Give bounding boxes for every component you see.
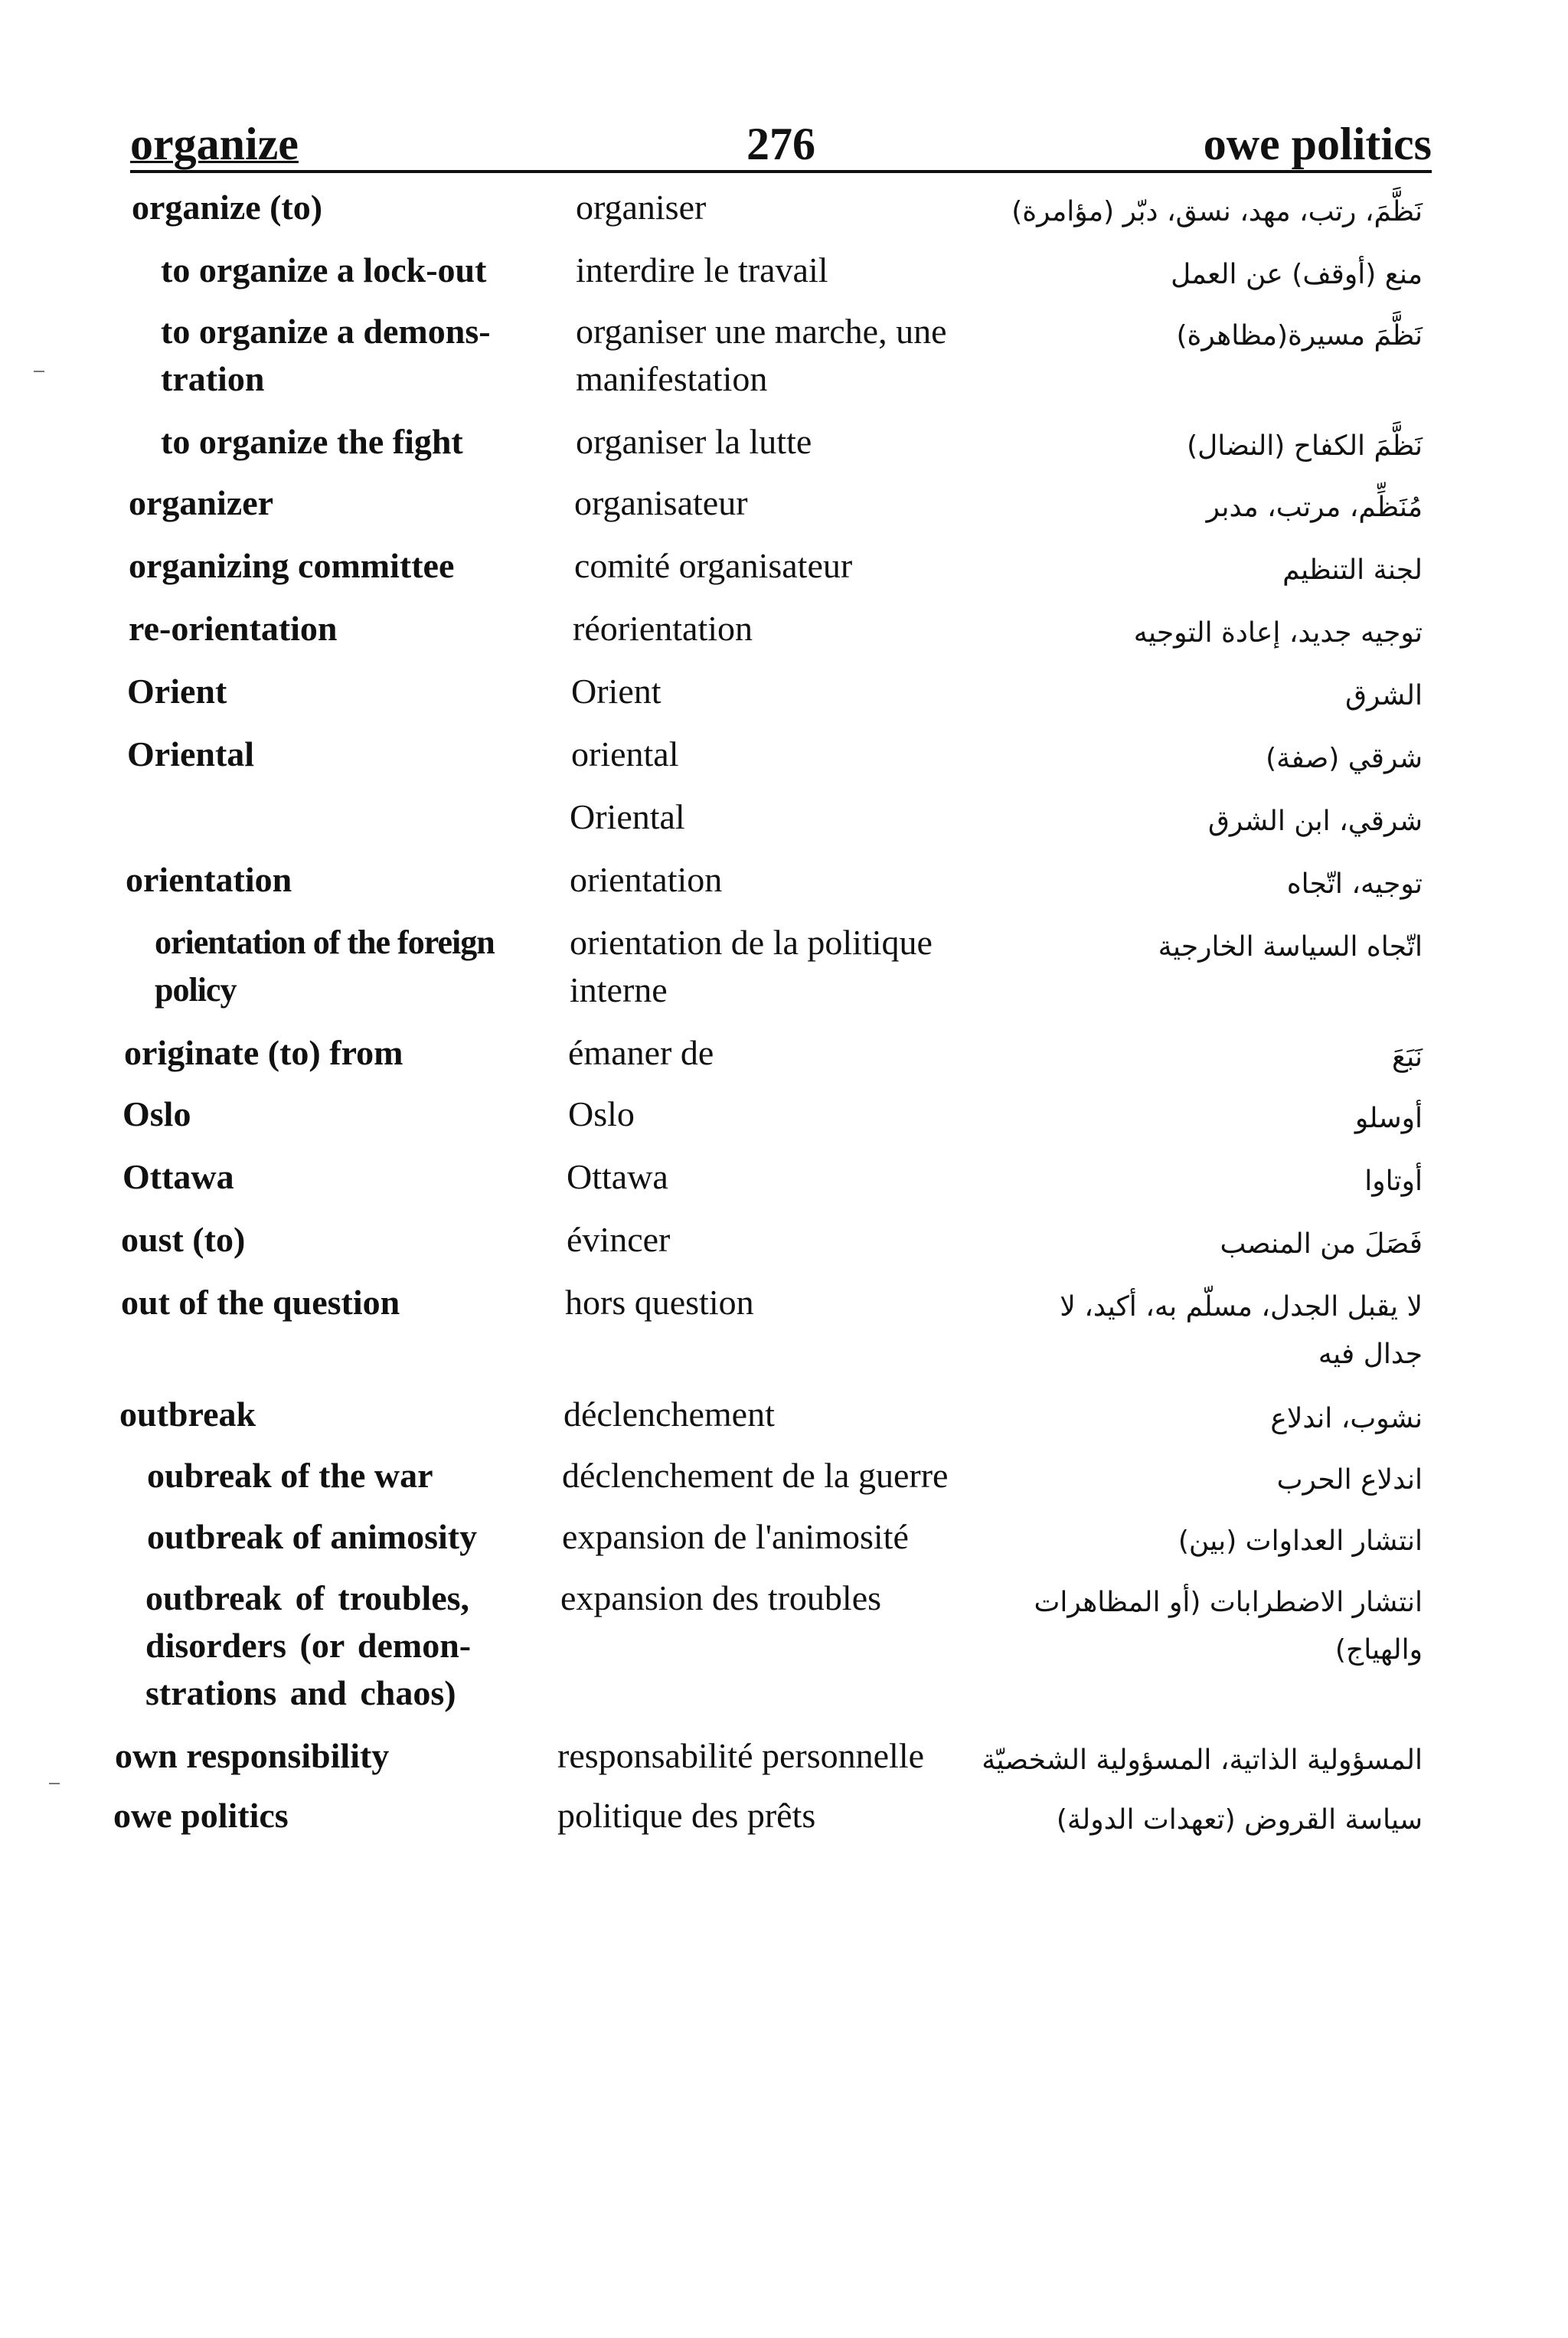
entry-arabic: نَظَّمَ الكفاح (النضال) (1187, 430, 1423, 462)
page-number: 276 (746, 119, 815, 169)
entry-english: Oriental (127, 734, 255, 773)
entry-french: Orient (571, 672, 662, 711)
running-header (130, 112, 1432, 173)
entry-french: déclenchement (564, 1395, 775, 1434)
entry-english: out of the question (121, 1283, 400, 1322)
entry-arabic: لجنة التنظيم (1282, 554, 1423, 586)
entry-french: orientation de la politique interne (570, 923, 933, 1009)
entry-arabic: شرقي، ابن الشرق (1207, 806, 1423, 837)
entry-arabic: توجيه، اتّجاه (1286, 868, 1423, 900)
entry-arabic: نَظَّمَ مسيرة(مظاهرة) (1176, 320, 1423, 352)
entry-arabic: أوتاوا (1364, 1166, 1423, 1197)
entry-french: organisateur (574, 483, 748, 522)
header-rule (130, 170, 1432, 173)
entry-arabic: توجيه جديد، إعادة التوجيه (1133, 617, 1423, 649)
entry-english: Oslo (122, 1094, 191, 1133)
margin-mark (49, 1783, 60, 1784)
entry-french: expansion des troubles (560, 1578, 882, 1617)
entry-english: oubreak of the war (147, 1456, 433, 1495)
entry-english: orientation (126, 860, 292, 899)
entry-arabic: اتّجاه السياسة الخارجية (1158, 931, 1423, 963)
entry-arabic: منع (أوقف) عن العمل (1171, 259, 1423, 290)
entry-english: to organize a lock-out (161, 250, 487, 289)
entry-french: politique des prêts (557, 1796, 816, 1835)
entry-french: orientation (570, 860, 723, 899)
entry-french: émaner de (568, 1033, 714, 1072)
entry-english: Ottawa (122, 1157, 234, 1196)
entry-french: Oslo (568, 1094, 635, 1133)
entry-arabic: فَصَلَ من المنصب (1220, 1228, 1423, 1260)
header-first-headword: organize (130, 119, 299, 169)
entry-french: expansion de l'animosité (562, 1517, 909, 1556)
entry-arabic: المسؤولية الذاتية، المسؤولية الشخصيّة (982, 1745, 1423, 1776)
entry-arabic: اندلاع الحرب (1276, 1464, 1423, 1496)
entry-french: organiser (576, 188, 707, 227)
entry-arabic: شرقي (صفة) (1266, 743, 1423, 774)
margin-mark (34, 371, 44, 372)
entry-french: interdire le travail (576, 250, 828, 289)
entry-english: Orient (127, 672, 227, 711)
entry-english: to organize a demons- tration (161, 312, 491, 398)
entry-english: organize (to) (132, 188, 323, 227)
entry-french: Oriental (570, 797, 685, 836)
entry-french: organiser une marche, une manifestation (576, 312, 947, 398)
header-last-headword: owe politics (1203, 119, 1432, 169)
entry-english: orientation of the foreign policy (155, 924, 495, 1009)
entry-arabic: نشوب، اندلاع (1270, 1403, 1423, 1434)
entry-english: oust (to) (121, 1220, 246, 1259)
entry-french: oriental (571, 734, 679, 773)
entry-arabic: انتشار الاضطرابات (أو المظاهرات والهياج) (1034, 1587, 1423, 1666)
entry-arabic: الشرق (1345, 680, 1423, 711)
entry-french: responsabilité personnelle (557, 1736, 925, 1775)
entry-english: organizing committee (129, 546, 455, 585)
entry-arabic: لا يقبل الجدل، مسلّم به، أكيد، لا جدال فيه (1060, 1291, 1423, 1370)
entry-english: organizer (129, 483, 274, 522)
entry-english: outbreak of animosity (147, 1517, 478, 1556)
entry-french: comité organisateur (574, 546, 853, 585)
entry-english: re-orientation (129, 609, 338, 648)
entry-english: owe politics (113, 1796, 289, 1835)
entry-french: évincer (567, 1220, 671, 1259)
entry-arabic: أوسلو (1354, 1103, 1423, 1134)
entry-english: originate (to) from (124, 1033, 403, 1072)
entry-english: own responsibility (115, 1736, 390, 1775)
entry-arabic: مُنَظِّم، مرتب، مدبر (1206, 492, 1423, 523)
entry-french: Ottawa (567, 1157, 668, 1196)
entry-english: to organize the fight (161, 422, 463, 461)
entry-arabic: نَظَّمَ، رتب، مهد، نسق، دبّر (مؤامرة) (1011, 196, 1423, 227)
entry-french: organiser la lutte (576, 422, 812, 461)
entry-french: déclenchement de la guerre (562, 1456, 949, 1495)
entry-arabic: انتشار العداوات (بين) (1178, 1525, 1423, 1557)
entry-english: outbreak (119, 1395, 256, 1434)
entry-english: outbreak of troubles, disorders (or demon- strations and chaos) (145, 1578, 472, 1712)
entry-arabic: نَبَعَ (1391, 1041, 1423, 1073)
entry-french: réorientation (573, 609, 753, 648)
entry-arabic: سياسة القروض (تعهدات الدولة) (1056, 1804, 1423, 1836)
entry-french: hors question (565, 1283, 754, 1322)
